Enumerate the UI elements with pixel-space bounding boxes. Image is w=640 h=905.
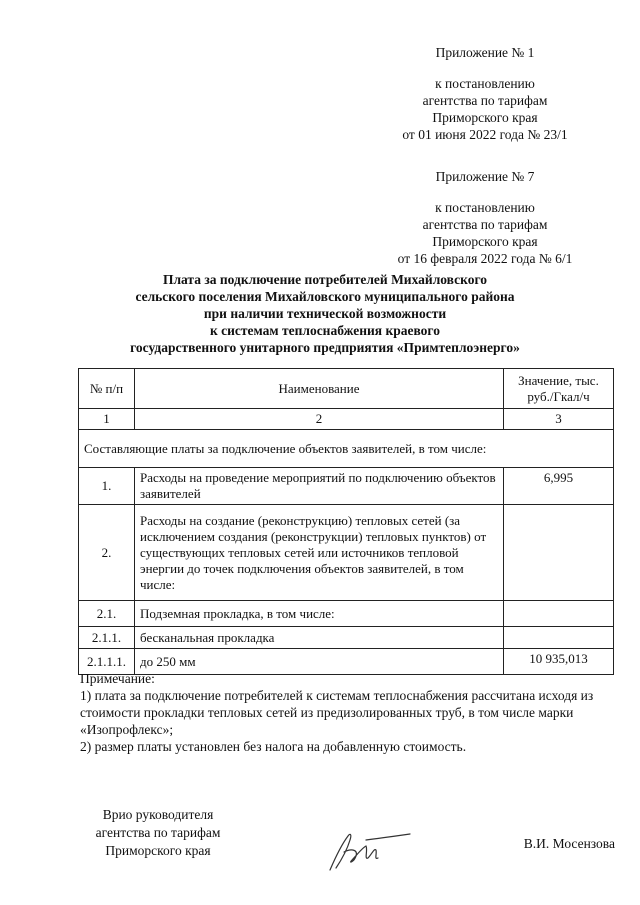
row-name: до 250 мм	[135, 649, 504, 675]
row-number: 1.	[79, 468, 135, 505]
appendix-1-line: от 01 июня 2022 года № 23/1	[402, 127, 568, 142]
row-number: 2.1.1.1.	[79, 649, 135, 675]
appendix-1-line: к постановлению	[435, 76, 535, 91]
document-title	[60, 271, 590, 356]
row-name: Расходы на создание (реконструкцию) тепловых сетей (за исключением создания (реконструкции) тепловых пунктов) от существующих тепловых сетей или источников тепловой энергии до точек подключения объектов заявителей, в том числе:	[135, 505, 504, 601]
appendix-7-block	[360, 168, 610, 267]
row-number: 2.	[79, 505, 135, 601]
section-label: Составляющие платы за подключение объектов заявителей, в том числе:	[79, 430, 614, 468]
notes-heading: Примечание:	[80, 671, 155, 686]
row-name: Расходы на проведение мероприятий по подключению объектов заявителей	[135, 468, 504, 505]
appendix-7-line: Приморского края	[432, 234, 538, 249]
row-value	[504, 505, 614, 601]
appendix-1-line: агентства по тарифам	[422, 93, 548, 108]
row-name: Подземная прокладка, в том числе:	[135, 601, 504, 627]
signer-position-line: Приморского края	[105, 843, 211, 858]
signer-position-line: Врио руководителя	[102, 807, 214, 822]
notes-block	[80, 670, 610, 755]
section-row	[79, 430, 614, 468]
column-number: 2	[135, 409, 504, 430]
header-number: № п/п	[79, 369, 135, 409]
table-row	[79, 468, 614, 505]
appendix-1-heading: Приложение № 1	[435, 45, 535, 60]
row-number: 2.1.1.	[79, 627, 135, 649]
header-value: Значение, тыс. руб./Гкал/ч	[504, 369, 614, 409]
appendix-7-line: агентства по тарифам	[422, 217, 548, 232]
appendix-7-line: от 16 февраля 2022 года № 6/1	[397, 251, 573, 266]
row-value: 6,995	[504, 468, 614, 505]
appendix-7-line: к постановлению	[435, 200, 535, 215]
table-row	[79, 505, 614, 601]
signer-name: В.И. Мосензова	[523, 836, 615, 851]
row-value: 10 935,013	[504, 649, 614, 675]
table-row	[79, 627, 614, 649]
table-header-row	[79, 369, 614, 409]
handwritten-signature	[322, 826, 412, 876]
tariff-table	[78, 368, 614, 675]
title-line: государственного унитарного предприятия «Примтеплоэнерго»	[130, 340, 520, 355]
column-number-row	[79, 409, 614, 430]
appendix-7-heading: Приложение № 7	[435, 169, 535, 184]
title-line: при наличии технической возможности	[203, 306, 447, 321]
table-row	[79, 601, 614, 627]
row-value	[504, 601, 614, 627]
title-line: к системам теплоснабжения краевого	[210, 323, 440, 338]
header-name: Наименование	[135, 369, 504, 409]
appendix-1-block	[360, 44, 610, 143]
signer-position-line: агентства по тарифам	[95, 825, 221, 840]
row-value	[504, 627, 614, 649]
row-name: бесканальная прокладка	[135, 627, 504, 649]
note-item: 1) плата за подключение потребителей к системам теплоснабжения рассчитана исходя из стоимости прокладки тепловых сетей из предизолированных труб, в том числе марки «Изопрофлекс»;	[80, 688, 594, 737]
row-number: 2.1.	[79, 601, 135, 627]
appendix-1-line: Приморского края	[432, 110, 538, 125]
column-number: 1	[79, 409, 135, 430]
signer-position	[78, 806, 238, 860]
column-number: 3	[504, 409, 614, 430]
title-line: сельского поселения Михайловского муниципального района	[135, 289, 515, 304]
title-line: Плата за подключение потребителей Михайловского	[162, 272, 488, 287]
note-item: 2) размер платы установлен без налога на добавленную стоимость.	[80, 739, 467, 754]
